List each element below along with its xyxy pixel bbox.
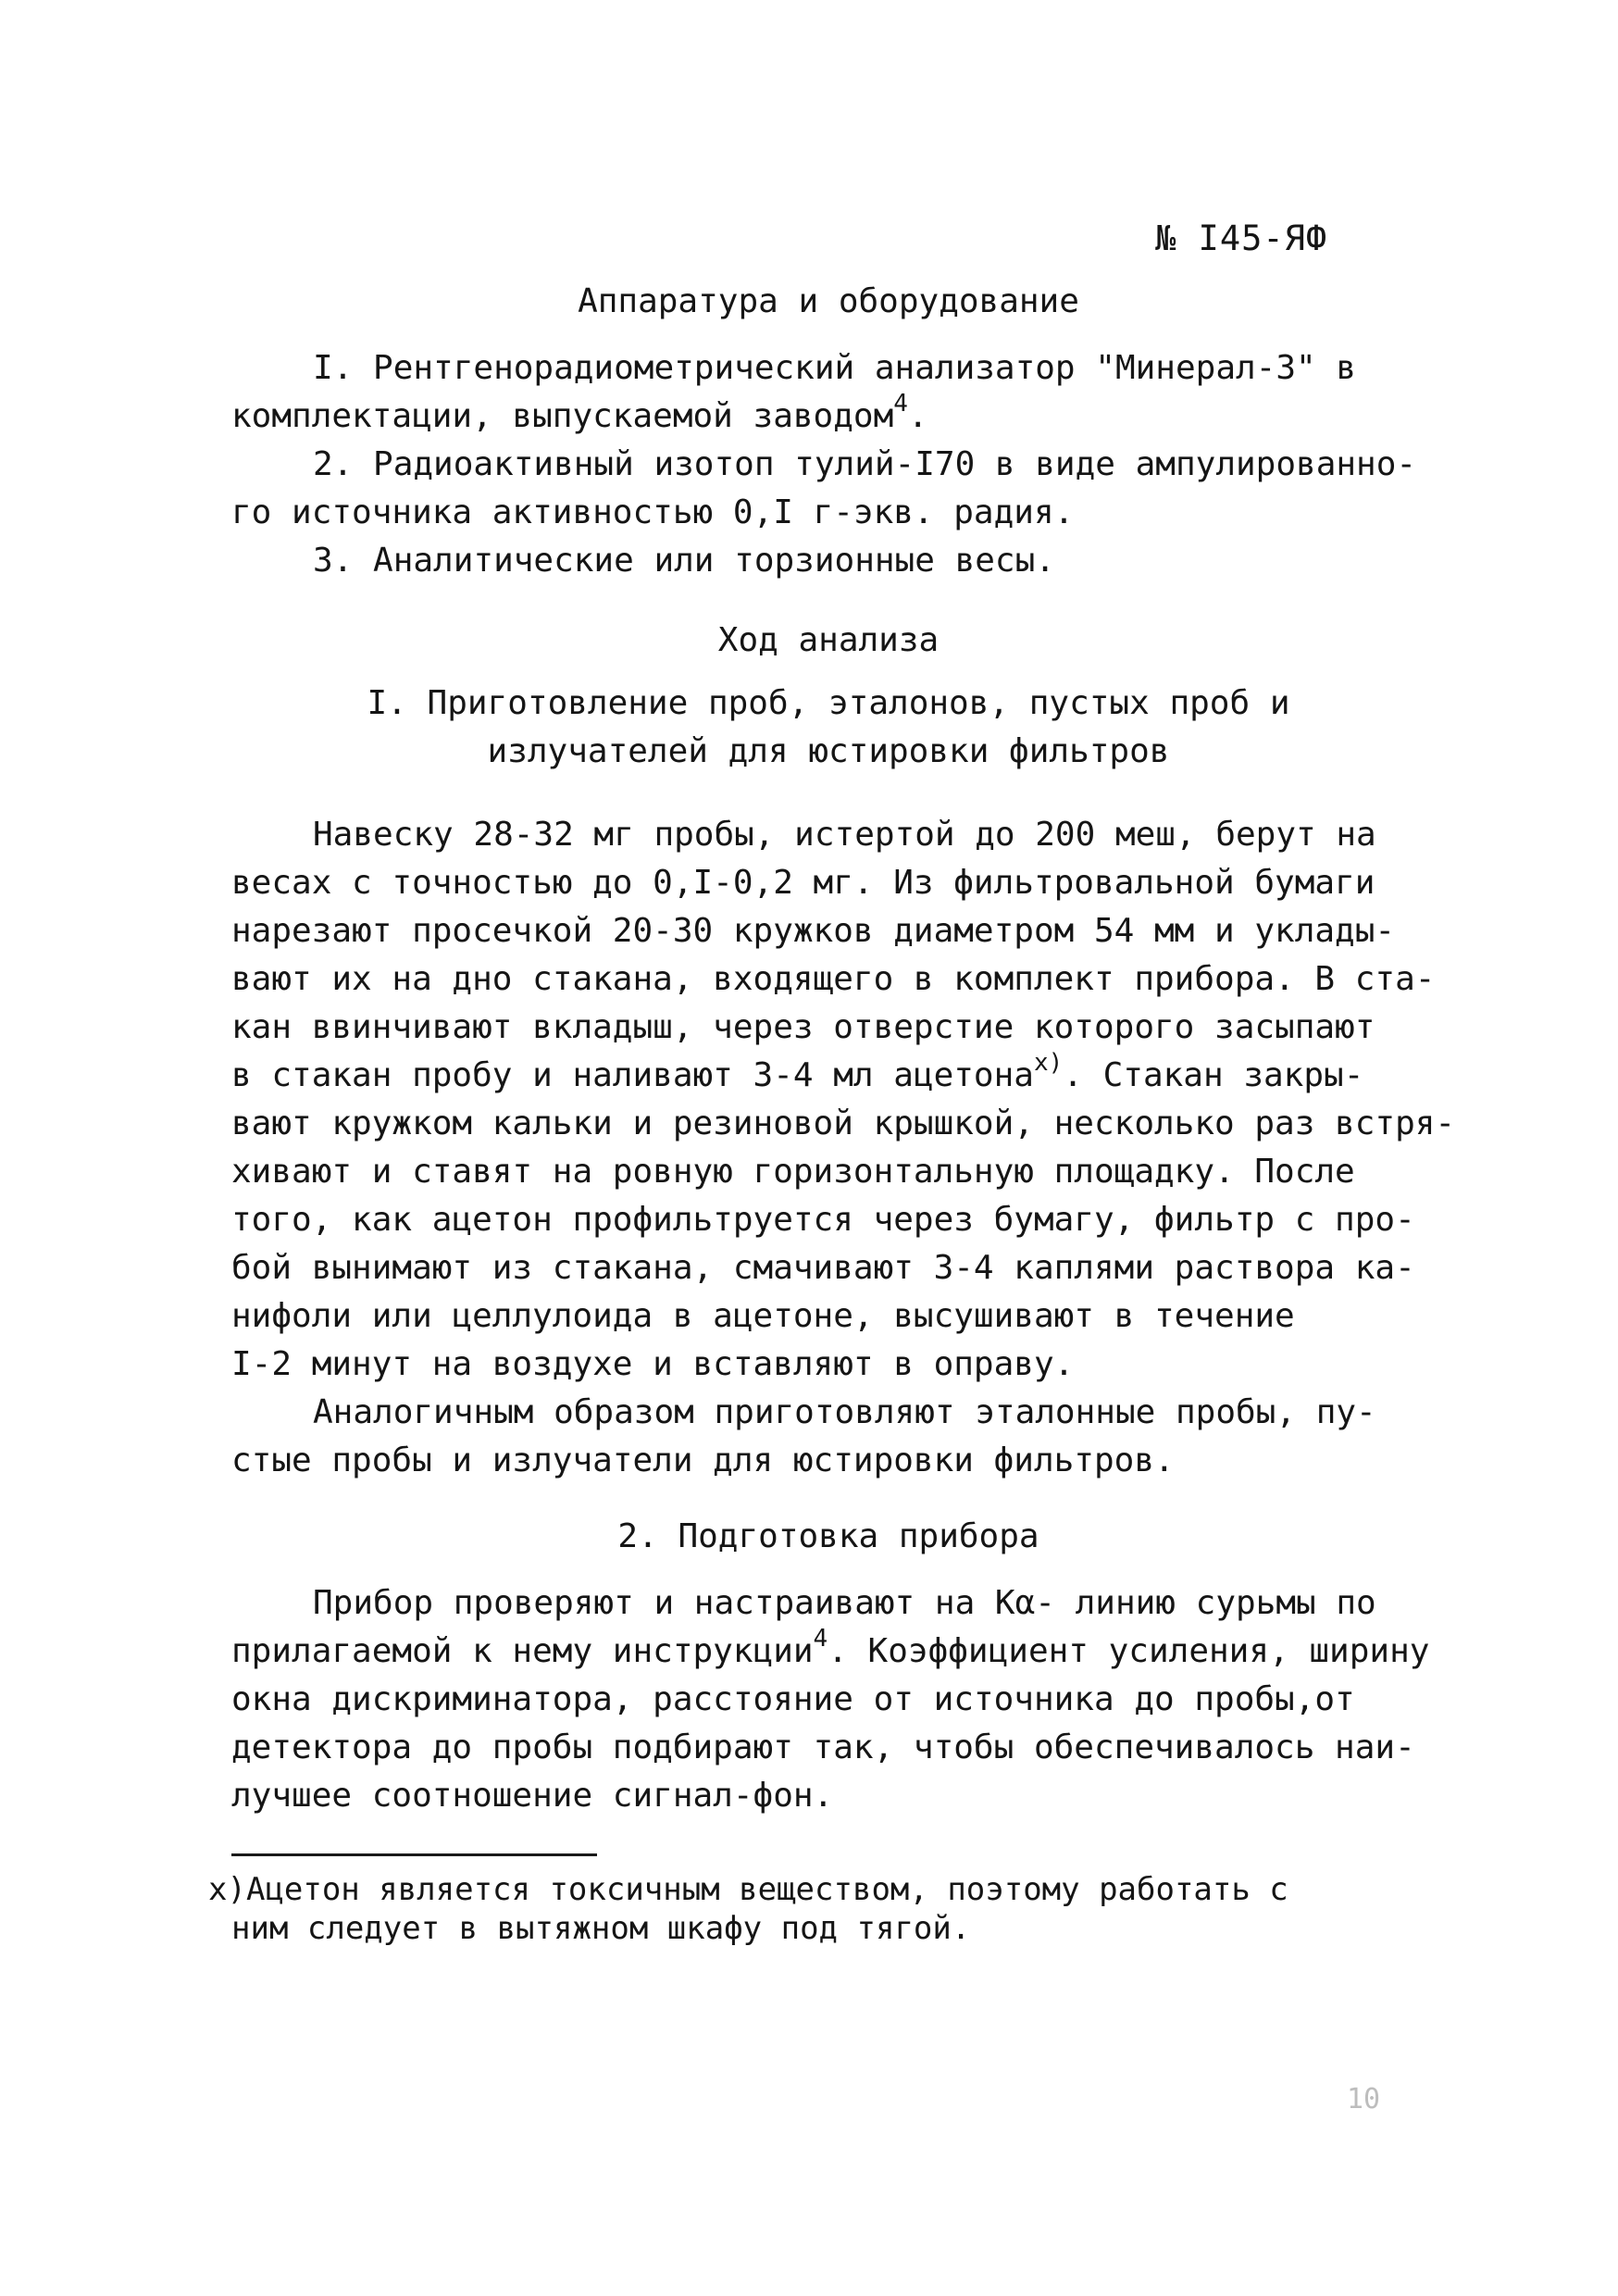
- equipment-section: [231, 278, 1425, 326]
- document-number: № I45-ЯФ: [1155, 218, 1328, 258]
- footnote-marker: x): [1033, 1049, 1064, 1077]
- reference-superscript: 4: [813, 1625, 828, 1653]
- paragraph-3-text: . Коэффициент усиления, ширину: [828, 1632, 1430, 1670]
- paragraph-1-line: вают кружком кальки и резиновой крышкой, несколько раз встря-: [231, 1104, 1456, 1142]
- subsection-1-title-line-1: I. Приготовление проб, эталонов, пустых проб и: [367, 684, 1290, 722]
- paragraph-3-line: [231, 1625, 1430, 1676]
- paragraph-1-line: Навеску 28-32 мг пробы, истертой до 200 меш, берут на: [313, 816, 1376, 854]
- paragraph-1-line: [231, 1049, 1425, 1100]
- subsection-1-heading: [231, 680, 1425, 776]
- paragraph-1-line: вают их на дно стакана, входящего в комплект прибора. В ста-: [231, 960, 1436, 998]
- paragraph-1-line: I-2 минут на воздухе и вставляют в оправу.: [231, 1345, 1075, 1383]
- paragraph-instrument-setup: [231, 1579, 1430, 1820]
- footnote-line-1: x)Ацетон является токсичным веществом, поэтому работать с: [208, 1871, 1288, 1908]
- subsection-1-title-line-2: излучателей для юстировки фильтров: [487, 732, 1170, 770]
- equipment-item-1-line-1: I. Рентгенорадиометрический анализатор "Минерал-3" в: [313, 349, 1357, 387]
- subsection-2-title: 2. Подготовка прибора: [617, 1517, 1039, 1555]
- equipment-list: [231, 344, 1425, 585]
- paragraph-1-line: кан ввинчивают вкладыш, через отверстие которого засыпают: [231, 1008, 1375, 1046]
- footnote: [208, 1870, 1430, 1948]
- equipment-heading: Аппаратура и оборудование: [578, 282, 1079, 320]
- page-number-mark: 10: [1347, 2083, 1381, 2115]
- paragraph-2-line: стые пробы и излучатели для юстировки фильтров.: [231, 1441, 1175, 1479]
- paragraph-1-line: хивают и ставят на ровную горизонтальную площадку. После: [231, 1153, 1355, 1191]
- equipment-item-2-line-1: 2. Радиоактивный изотоп тулий-I70 в виде ампулированно-: [313, 445, 1417, 483]
- paragraph-3-text: прилагаемой к нему инструкции: [231, 1632, 814, 1670]
- analysis-heading-block: [231, 617, 1425, 665]
- paragraph-1-line: бой вынимают из стакана, смачивают 3-4 каплями раствора ка-: [231, 1249, 1415, 1287]
- equipment-item-1-end: .: [907, 397, 928, 435]
- paragraph-3-line: лучшее соотношение сигнал-фон.: [231, 1777, 834, 1815]
- reference-superscript: 4: [893, 390, 908, 418]
- paragraph-1-line: весах с точностью до 0,I-0,2 мг. Из фильтровальной бумаги: [231, 864, 1375, 902]
- paragraph-1-line: нарезают просечкой 20-30 кружков диаметром 54 мм и уклады-: [231, 912, 1396, 950]
- equipment-item-2-line-2: го источника активностью 0,I г-экв. радия.: [231, 493, 1075, 531]
- paragraph-3-line: окна дискриминатора, расстояние от источника до пробы,от: [231, 1680, 1355, 1718]
- equipment-item-3: 3. Аналитические или торзионные весы.: [313, 542, 1055, 580]
- equipment-item-1-text: комплектации, выпускаемой заводом: [231, 397, 894, 435]
- footnote-line-2: ним следует в вытяжном шкафу под тягой.: [231, 1910, 971, 1947]
- paragraph-3-line: детектора до пробы подбирают так, чтобы обеспечивалось наи-: [231, 1728, 1415, 1766]
- equipment-item-1-line-2: [231, 390, 1425, 441]
- analysis-heading: Ход анализа: [717, 621, 940, 659]
- paragraph-sample-preparation: [231, 811, 1456, 1485]
- paragraph-1-line: того, как ацетон профильтруется через бумагу, фильтр с про-: [231, 1201, 1415, 1239]
- paragraph-3-line: Прибор проверяют и настраивают на Kα- линию сурьмы по: [313, 1584, 1376, 1622]
- paragraph-1-text: в стакан пробу и наливают 3-4 мл ацетона: [231, 1056, 1034, 1094]
- paragraph-2-line: Аналогичным образом приготовляют эталонные пробы, пу-: [313, 1393, 1376, 1431]
- subsection-2-heading: [231, 1513, 1425, 1561]
- paragraph-1-text: . Стакан закры-: [1063, 1056, 1364, 1094]
- footnote-divider: [231, 1853, 597, 1856]
- paragraph-1-line: нифоли или целлулоида в ацетоне, высушивают в течение: [231, 1297, 1295, 1335]
